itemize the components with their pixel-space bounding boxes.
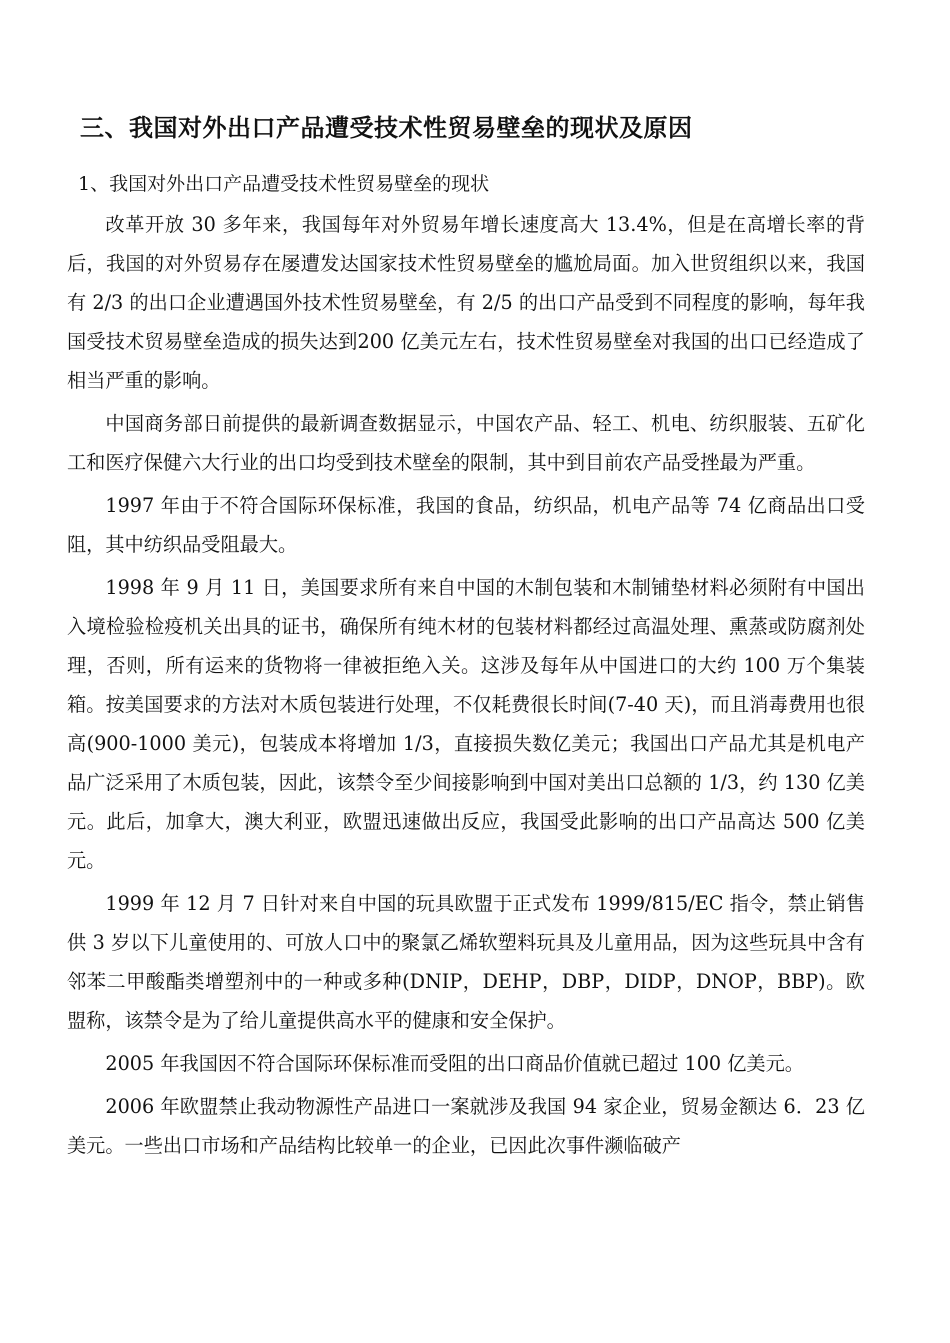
paragraph: 1998 年 9 月 11 日，美国要求所有来自中国的木制包装和木制铺垫材料必须附有中国出入境检验检疫机关出具的证书，确保所有纯木材的包装材料都经过高温处理、熏蒸或防腐剂处理，否则，所有运来的货物将一律被拒绝入关。这涉及每年从中国进口的大约 100 万个集装箱。按美国要求的方法对木质包装进行处理，不仅耗费很长时间(7-40 天)，而且消毒费用也很高(900-1000 美元)，包装成本将增加 1/3，直接损失数亿美元；我国出口产品尤其是机电产品广泛采用了木质包装，因此，该禁令至少间接影响到中国对美出口总额的 1/3，约 130 亿美元。此后，加拿大，澳大利亚，欧盟迅速做出反应，我国受此影响的出口产品高达 500 亿美元。 bbox=[67, 576, 865, 872]
paragraph: 中国商务部日前提供的最新调查数据显示，中国农产品、轻工、机电、纺织服装、五矿化工和医疗保健六大行业的出口均受到技术壁垒的限制，其中到目前农产品受挫最为严重。 bbox=[67, 412, 865, 474]
paragraph: 1999 年 12 月 7 日针对来自中国的玩具欧盟于正式发布 1999/815/EC 指令，禁止销售供 3 岁以下儿童使用的、可放人口中的聚氯乙烯软塑料玩具及儿童用品，因为这些玩具中含有邻苯二甲酸酯类增塑剂中的一种或多种(DNIP，DEHP，DBP，DIDP，DNOP，BBP)。欧盟称，该禁令是为了给儿童提供高水平的健康和安全保护。 bbox=[67, 892, 865, 1032]
paragraph: 2005 年我国因不符合国际环保标准而受阻的出口商品价值就已超过 100 亿美元。 bbox=[105, 1052, 804, 1075]
paragraph: 1997 年由于不符合国际环保标准，我国的食品，纺织品，机电产品等 74 亿商品出口受阻，其中纺织品受阻最大。 bbox=[67, 494, 865, 556]
paragraph: 改革开放 30 多年来，我国每年对外贸易年增长速度高大 13.4%，但是在高增长率的背后，我国的对外贸易存在屡遭发达国家技术性贸易壁垒的尴尬局面。加入世贸组织以来，我国有 2/3 的出口企业遭遇国外技术性贸易壁垒，有 2/5 的出口产品受到不同程度的影响，每年我国受技术贸易壁垒造成的损失达到200 亿美元左右，技术性贸易壁垒对我国的出口已经造成了相当严重的影响。 bbox=[67, 213, 865, 392]
body-text bbox=[67, 205, 865, 1169]
subsection-title: 1、我国对外出口产品遭受技术性贸易壁垒的现状 bbox=[78, 173, 490, 195]
paragraph: 2006 年欧盟禁止我动物源性产品进口一案就涉及我国 94 家企业，贸易金额达 6．23 亿美元。一些出口市场和产品结构比较单一的企业，已因此次事件濒临破产 bbox=[67, 1095, 865, 1157]
section-title: 三、我国对外出口产品遭受技术性贸易壁垒的现状及原因 bbox=[80, 114, 693, 142]
